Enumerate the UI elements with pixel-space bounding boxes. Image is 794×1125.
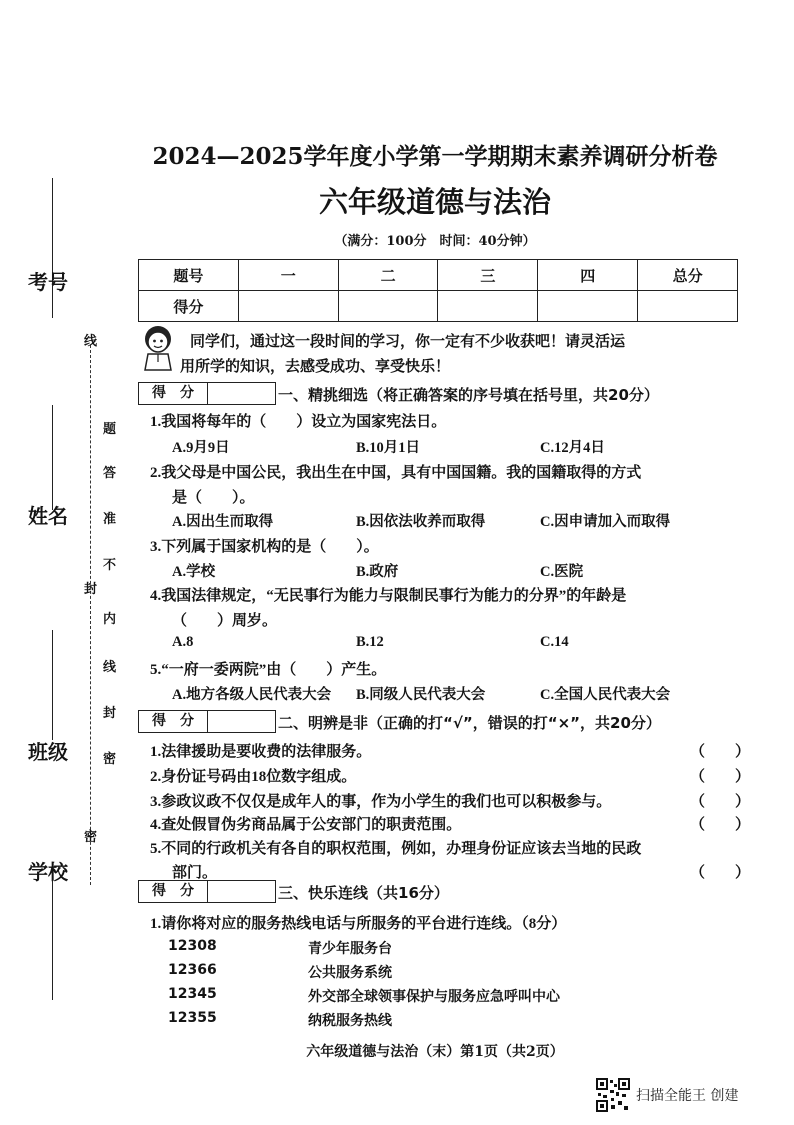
name-line (52, 405, 53, 510)
judge-item-4: 4.查处假冒伪劣商品属于公安部门的职责范围。 (150, 817, 462, 833)
q2-stem: 2.我父母是中国公民，我出生在中国，具有中国国籍。我的国籍取得的方式 (150, 465, 642, 481)
hotline-number[interactable]: 12308 (168, 938, 217, 954)
score-cell[interactable] (438, 291, 538, 322)
judge-answer-3[interactable]: （ ） (690, 792, 751, 810)
strip-word: 答 (103, 466, 117, 481)
seal-char-mi: 密 (84, 830, 98, 845)
class-line (52, 630, 53, 740)
exam-no-label: 考号 (28, 270, 68, 294)
intro-line-1: 同学们，通过这一段时间的学习，你一定有不少收获吧！请灵活运 (190, 334, 626, 350)
q4-option-b: B.12 (356, 634, 384, 650)
score-box-field[interactable] (208, 711, 275, 732)
q1-option-a: A.9月9日 (172, 440, 230, 456)
school-line (52, 880, 53, 1000)
seal-char-feng: 封 (84, 582, 98, 597)
judge-item-5: 5.不同的行政机关有各自的职权范围，例如，办理身份证应该去当地的民政 (150, 841, 642, 857)
seal-char-xian: 线 (84, 334, 98, 349)
name-label: 姓名 (28, 504, 68, 528)
strip-word: 内 (103, 612, 117, 627)
hotline-number[interactable]: 12345 (168, 986, 217, 1002)
judge-item-2: 2.身份证号码由18位数字组成。 (150, 769, 357, 785)
seal-line (90, 345, 91, 885)
q3-option-b: B.政府 (356, 564, 399, 580)
score-table-header: 四 (538, 260, 638, 291)
score-row-label: 得分 (139, 291, 239, 322)
judge-answer-4[interactable]: （ ） (690, 815, 751, 833)
judge-answer-1[interactable]: （ ） (690, 742, 751, 760)
section2-title: 二、明辨是非（正确的打“√”，错误的打“×”，共20分） (278, 714, 661, 732)
score-box-field[interactable] (208, 881, 275, 902)
q2-option-c: C.因申请加入而取得 (540, 514, 671, 530)
q3-option-a: A.学校 (172, 564, 216, 580)
subject-title: 六年级道德与法治 (318, 185, 551, 219)
judge-item-5-cont: 部门。 (172, 865, 218, 881)
strip-word: 题 (103, 422, 117, 437)
q3-stem: 3.下列属于国家机构的是（ ）。 (150, 539, 379, 555)
section3-title: 三、快乐连线（共16分） (278, 884, 449, 902)
score-cell[interactable] (638, 291, 738, 322)
score-cell[interactable] (338, 291, 438, 322)
scanner-watermark (596, 1078, 738, 1112)
score-box-label: 得 分 (139, 711, 208, 732)
exam-meta: （满分：100分 时间：40分钟） (334, 234, 536, 249)
hotline-number[interactable]: 12366 (168, 962, 217, 978)
matching-instruction: 1.请你将对应的服务热线电话与所服务的平台进行连线。（8分） (150, 916, 567, 932)
q5-option-b: B.同级人民代表大会 (356, 687, 486, 703)
q4-stem-cont: （ ）周岁。 (172, 613, 278, 629)
score-table (138, 259, 738, 322)
strip-word: 封 (103, 706, 117, 721)
service-platform[interactable]: 纳税服务热线 (308, 1013, 392, 1029)
q4-stem: 4.我国法律规定，“无民事行为能力与限制民事行为能力的分界”的年龄是 (150, 588, 627, 604)
score-table-header-row (139, 260, 738, 291)
strip-word: 线 (103, 660, 117, 675)
strip-word: 不 (103, 558, 117, 573)
page-footer: 六年级道德与法治（末）第1页（共2页） (306, 1044, 564, 1060)
score-table-score-row (139, 291, 738, 322)
score-table-header: 一 (238, 260, 338, 291)
service-platform[interactable]: 公共服务系统 (308, 965, 392, 981)
score-box-label: 得 分 (139, 383, 208, 404)
q4-option-c: C.14 (540, 634, 569, 650)
section1-title: 一、精挑细选（将正确答案的序号填在括号里，共20分） (278, 386, 659, 404)
judge-item-3: 3.参政议政不仅仅是成年人的事，作为小学生的我们也可以积极参与。 (150, 794, 612, 810)
service-platform[interactable]: 外交部全球领事保护与服务应急呼叫中心 (308, 989, 560, 1005)
score-table-header: 二 (338, 260, 438, 291)
exam-title: 2024—2025学年度小学第一学期期末素养调研分析卷 (152, 143, 718, 170)
intro-line-2: 用所学的知识，去感受成功、享受快乐！ (180, 359, 451, 375)
strip-word: 密 (103, 752, 117, 767)
school-label: 学校 (28, 860, 68, 884)
watermark-text: 扫描全能王 创建 (636, 1088, 739, 1104)
strip-word: 准 (103, 512, 117, 527)
section3-score-box (138, 880, 276, 903)
score-cell[interactable] (238, 291, 338, 322)
q3-option-c: C.医院 (540, 564, 584, 580)
service-platform[interactable]: 青少年服务台 (308, 941, 392, 957)
q1-stem: 1.我国将每年的（ ）设立为国家宪法日。 (150, 414, 447, 430)
girl-mascot-icon (138, 322, 178, 372)
score-table-header: 总分 (638, 260, 738, 291)
q1-option-c: C.12月4日 (540, 440, 605, 456)
q5-option-a: A.地方各级人民代表大会 (172, 687, 332, 703)
section2-score-box (138, 710, 276, 733)
class-label: 班级 (28, 740, 68, 764)
exam-no-line (52, 178, 53, 318)
score-box-label: 得 分 (139, 881, 208, 902)
q2-stem-cont: 是（ ）。 (172, 490, 255, 506)
score-cell[interactable] (538, 291, 638, 322)
judge-item-1: 1.法律援助是要收费的法律服务。 (150, 744, 372, 760)
hotline-number[interactable]: 12355 (168, 1010, 217, 1026)
section1-score-box (138, 382, 276, 405)
score-table-header: 题号 (139, 260, 239, 291)
intro-text (180, 330, 745, 380)
judge-answer-5[interactable]: （ ） (690, 863, 751, 881)
score-table-header: 三 (438, 260, 538, 291)
q1-option-b: B.10月1日 (356, 440, 421, 456)
q5-stem: 5.“一府一委两院”由（ ）产生。 (150, 662, 387, 678)
qr-code-icon (596, 1078, 630, 1112)
score-box-field[interactable] (208, 383, 275, 404)
q4-option-a: A.8 (172, 634, 194, 650)
judge-answer-2[interactable]: （ ） (690, 767, 751, 785)
q5-option-c: C.全国人民代表大会 (540, 687, 671, 703)
q2-option-a: A.因出生而取得 (172, 514, 274, 530)
q2-option-b: B.因依法收养而取得 (356, 514, 486, 530)
